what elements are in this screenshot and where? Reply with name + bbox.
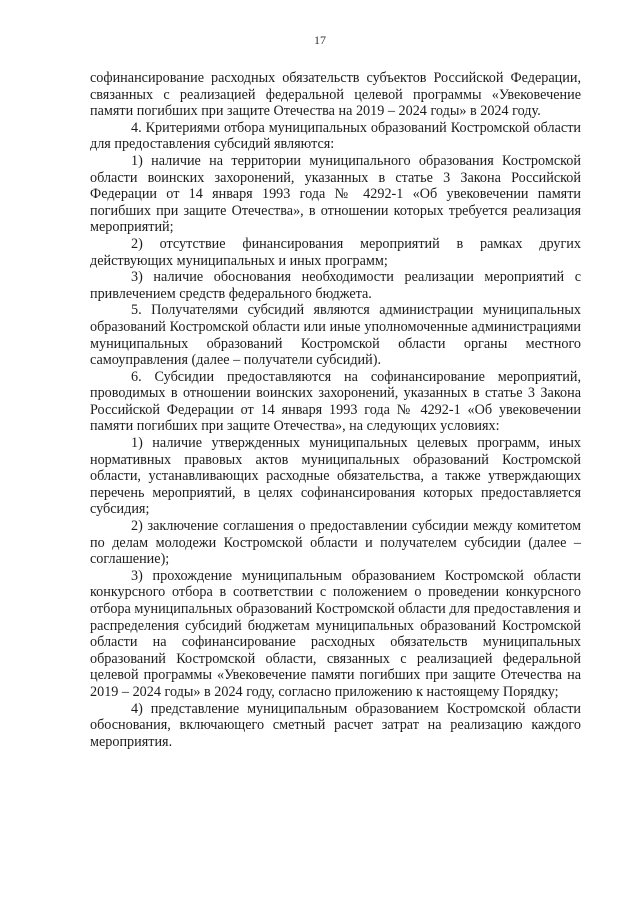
paragraph-subitem-4-3: 3) наличие обоснования необходимости реализации мероприятий с привлечением средств федерального бюджета.	[90, 269, 581, 302]
paragraph-item-6: 6. Субсидии предоставляются на софинансирование мероприятий, проводимых в отношении воинских захоронений, указанных в статье 3 Закона Российской Федерации от 14 января 1993 года № 4292-1 «Об увековечении памяти погибших при защите Отечества», на следующих условиях:	[90, 368, 581, 435]
paragraph-subitem-6-2: 2) заключение соглашения о предоставлении субсидии между комитетом по делам молодежи Костромской области и получателем субсидии (далее – соглашение);	[90, 518, 581, 568]
document-body	[90, 70, 581, 750]
paragraph-subitem-4-2: 2) отсутствие финансирования мероприятий в рамках других действующих муниципальных и иных программ;	[90, 235, 581, 269]
paragraph-subitem-6-3: 3) прохождение муниципальным образованием Костромской области конкурсного отбора в соответствии с положением о проведении конкурсного отбора муниципальных образований Костромской области для предоставления и распределения субсидий бюджетам муниципальных образований Костромской области на софинансирование расходных обязательств муниципальных образований Костромской области, связанных с реализацией федеральной целевой программы «Увековечение памяти погибших при защите Отечества на 2019 – 2024 годы» в 2024 году, согласно приложению к настоящему Порядку;	[90, 567, 581, 700]
paragraph-continuation: софинансирование расходных обязательств субъектов Российской Федерации, связанных с реализацией федеральной целевой программы «Увековечение памяти погибших при защите Отечества на 2019 – 2024 годы» в 2024 году.	[90, 70, 581, 120]
paragraph-subitem-6-4: 4) представление муниципальным образованием Костромской области обоснования, включающего сметный расчет затрат на реализацию каждого мероприятия.	[90, 700, 581, 750]
paragraph-item-4: 4. Критериями отбора муниципальных образований Костромской области для предоставления субсидий являются:	[90, 119, 581, 153]
paragraph-item-5: 5. Получателями субсидий являются администрации муниципальных образований Костромской области или иные уполномоченные администрациями муниципальных образований Костромской области органы местного самоуправления (далее – получатели субсидий).	[90, 302, 581, 369]
paragraph-subitem-4-1: 1) наличие на территории муниципального образования Костромской области воинских захоронений, указанных в статье 3 Закона Российской Федерации от 14 января 1993 года № 4292-1 «Об увековечении памяти погибших при защите Отечества», в отношении которых требуется реализация мероприятий;	[90, 152, 581, 236]
page-number: 17	[314, 33, 326, 47]
paragraph-subitem-6-1: 1) наличие утвержденных муниципальных целевых программ, иных нормативных правовых актов муниципальных образований Костромской области, устанавливающих расходные обязательства, а также утверждающих перечень мероприятий, в целях софинансирования которых предоставляется субсидия;	[90, 435, 581, 518]
